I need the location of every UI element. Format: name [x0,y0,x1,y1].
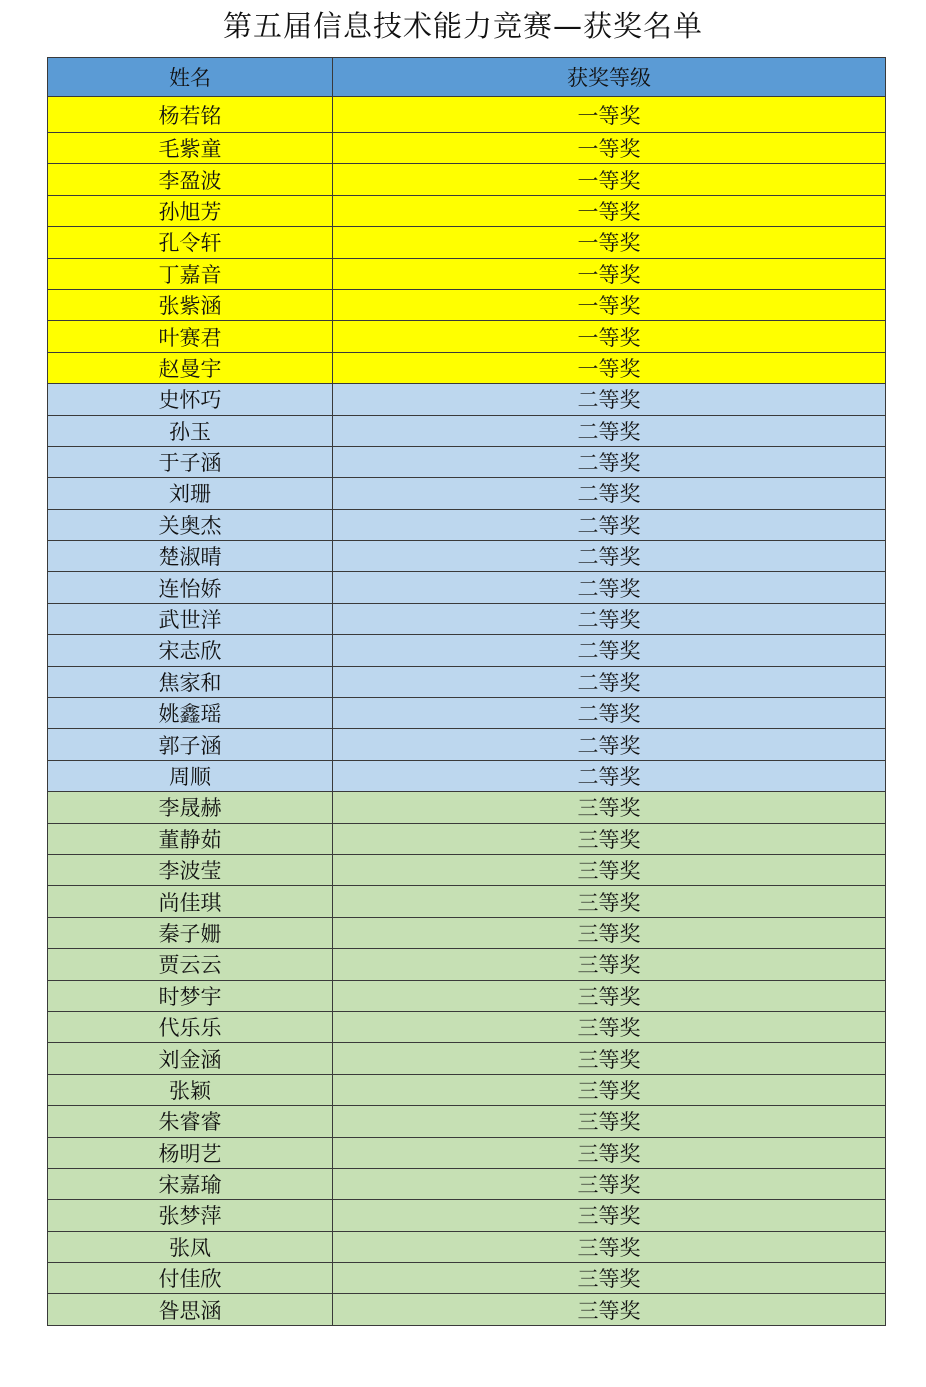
table-row [48,1263,886,1294]
table-row [48,321,886,352]
column-header-name: 姓名 [48,58,333,97]
table-row [48,258,886,289]
award-level-cell: 三等奖 [333,886,886,917]
award-table-body [48,97,886,1326]
award-level-cell: 三等奖 [333,1231,886,1262]
winner-name-cell: 于子涵 [48,446,333,477]
table-row [48,1294,886,1325]
award-level-cell: 二等奖 [333,698,886,729]
winner-name-cell: 张颖 [48,1074,333,1105]
winner-name-cell: 赵曼宇 [48,352,333,383]
winner-name-cell: 史怀巧 [48,384,333,415]
table-row [48,854,886,885]
award-level-cell: 二等奖 [333,603,886,634]
award-level-cell: 一等奖 [333,321,886,352]
table-row [48,1137,886,1168]
table-row [48,384,886,415]
winner-name-cell: 毛紫童 [48,133,333,164]
table-row [48,635,886,666]
table-row [48,729,886,760]
winner-name-cell: 李波莹 [48,854,333,885]
award-level-cell: 一等奖 [333,97,886,133]
table-row [48,1074,886,1105]
winner-name-cell: 朱睿睿 [48,1106,333,1137]
table-row [48,227,886,258]
table-row [48,603,886,634]
table-row [48,760,886,791]
award-level-cell: 三等奖 [333,792,886,823]
table-row [48,823,886,854]
winner-name-cell: 贾云云 [48,949,333,980]
table-row [48,97,886,133]
award-level-cell: 一等奖 [333,164,886,195]
winner-name-cell: 武世洋 [48,603,333,634]
table-row [48,1231,886,1262]
award-level-cell: 三等奖 [333,1011,886,1042]
page-title: 第五届信息技术能力竞赛—获奖名单 [222,9,703,43]
winner-name-cell: 张梦萍 [48,1200,333,1231]
table-row [48,446,886,477]
award-level-cell: 二等奖 [333,415,886,446]
table-row [48,698,886,729]
winner-name-cell: 时梦宇 [48,980,333,1011]
award-level-cell: 二等奖 [333,729,886,760]
award-level-cell: 三等奖 [333,917,886,948]
table-row [48,917,886,948]
winner-name-cell: 张凤 [48,1231,333,1262]
award-level-cell: 一等奖 [333,258,886,289]
table-row [48,478,886,509]
award-level-cell: 二等奖 [333,446,886,477]
award-level-cell: 二等奖 [333,541,886,572]
table-row [48,980,886,1011]
award-level-cell: 三等奖 [333,1263,886,1294]
award-level-cell: 三等奖 [333,1168,886,1199]
table-row [48,133,886,164]
table-row [48,1011,886,1042]
table-row [48,949,886,980]
award-level-cell: 二等奖 [333,666,886,697]
table-row [48,164,886,195]
winner-name-cell: 孔令轩 [48,227,333,258]
winner-name-cell: 姚鑫瑶 [48,698,333,729]
table-row [48,1200,886,1231]
award-level-cell: 三等奖 [333,1294,886,1325]
award-level-cell: 二等奖 [333,478,886,509]
column-header-level: 获奖等级 [333,58,886,97]
winner-name-cell: 杨若铭 [48,97,333,133]
winner-name-cell: 周顺 [48,760,333,791]
award-level-cell: 二等奖 [333,635,886,666]
winner-name-cell: 连怡娇 [48,572,333,603]
table-row [48,541,886,572]
table-row [48,572,886,603]
award-level-cell: 三等奖 [333,1043,886,1074]
table-row [48,666,886,697]
award-level-cell: 三等奖 [333,1106,886,1137]
award-level-cell: 一等奖 [333,133,886,164]
winner-name-cell: 尚佳琪 [48,886,333,917]
winner-name-cell: 宋志欣 [48,635,333,666]
table-row [48,1043,886,1074]
award-table [47,57,886,1326]
winner-name-cell: 焦家和 [48,666,333,697]
winner-name-cell: 董静茹 [48,823,333,854]
winner-name-cell: 付佳欣 [48,1263,333,1294]
table-row [48,195,886,226]
table-row [48,792,886,823]
award-level-cell: 一等奖 [333,289,886,320]
award-level-cell: 二等奖 [333,760,886,791]
award-level-cell: 一等奖 [333,227,886,258]
winner-name-cell: 郭子涵 [48,729,333,760]
award-level-cell: 二等奖 [333,384,886,415]
table-row [48,289,886,320]
winner-name-cell: 昝思涵 [48,1294,333,1325]
winner-name-cell: 李盈波 [48,164,333,195]
winner-name-cell: 刘金涵 [48,1043,333,1074]
award-level-cell: 一等奖 [333,352,886,383]
award-level-cell: 一等奖 [333,195,886,226]
winner-name-cell: 宋嘉瑜 [48,1168,333,1199]
table-row [48,1168,886,1199]
table-row [48,352,886,383]
award-level-cell: 三等奖 [333,1200,886,1231]
winner-name-cell: 杨明艺 [48,1137,333,1168]
award-level-cell: 三等奖 [333,1137,886,1168]
winner-name-cell: 丁嘉音 [48,258,333,289]
award-level-cell: 三等奖 [333,823,886,854]
winner-name-cell: 代乐乐 [48,1011,333,1042]
winner-name-cell: 秦子姗 [48,917,333,948]
winner-name-cell: 楚淑晴 [48,541,333,572]
table-row [48,509,886,540]
table-row [48,415,886,446]
winner-name-cell: 关奥杰 [48,509,333,540]
winner-name-cell: 张紫涵 [48,289,333,320]
award-level-cell: 三等奖 [333,949,886,980]
winner-name-cell: 孙玉 [48,415,333,446]
award-level-cell: 二等奖 [333,572,886,603]
winner-name-cell: 孙旭芳 [48,195,333,226]
award-level-cell: 三等奖 [333,980,886,1011]
winner-name-cell: 叶赛君 [48,321,333,352]
award-level-cell: 三等奖 [333,854,886,885]
award-level-cell: 二等奖 [333,509,886,540]
winner-name-cell: 刘珊 [48,478,333,509]
winner-name-cell: 李晟赫 [48,792,333,823]
table-header-row [48,58,886,97]
award-level-cell: 三等奖 [333,1074,886,1105]
table-row [48,886,886,917]
table-row [48,1106,886,1137]
